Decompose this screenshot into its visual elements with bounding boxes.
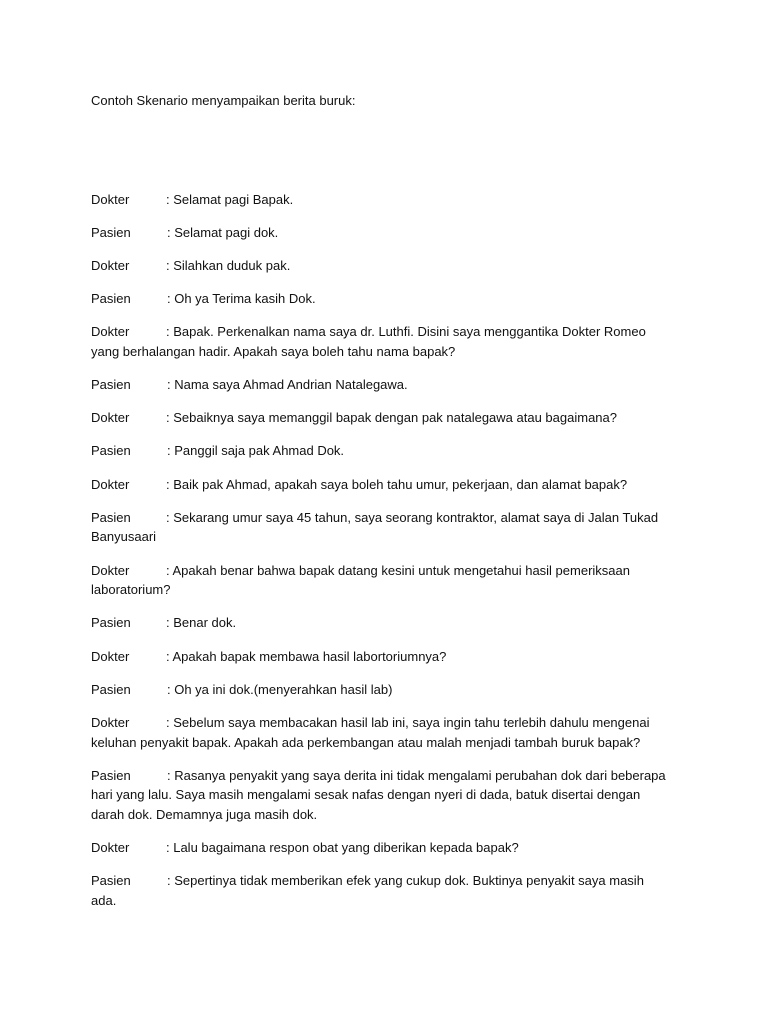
speaker-label: Pasien (91, 681, 131, 697)
speaker-label: Dokter (91, 714, 130, 730)
dialogue-line (91, 508, 671, 548)
line-text: : Lalu bagaimana respon obat yang diberikan kepada bapak? (166, 840, 519, 856)
speaker-label: Pasien (91, 767, 131, 783)
speaker-label: Dokter (91, 324, 130, 340)
line-text: : Rasanya penyakit yang saya derita ini tidak mengalami perubahan dok dari beberapa hari yang lalu. Saya masih mengalami sesak nafas dengan nyeri di dada, batuk disertai dengan darah dok. Demamnya juga masih dok. (91, 767, 666, 823)
speaker-label: Dokter (91, 476, 130, 492)
line-text: : Bapak. Perkenalkan nama saya dr. Luthfi. Disini saya menggantika Dokter Romeo yang berhalangan hadir. Apakah saya boleh tahu nama bapak? (91, 324, 646, 360)
dialogue-line (91, 408, 671, 428)
line-text: : Panggil saja pak Ahmad Dok. (167, 443, 345, 459)
speaker-label: Dokter (91, 562, 130, 578)
dialogue-line (91, 441, 671, 461)
line-text: : Baik pak Ahmad, apakah saya boleh tahu umur, pekerjaan, dan alamat bapak? (166, 476, 628, 492)
dialogue-line (91, 713, 671, 753)
line-text: : Apakah benar bahwa bapak datang kesini untuk mengetahui hasil pemeriksaan laboratorium? (91, 562, 630, 598)
dialogue-line (91, 647, 671, 667)
dialogue-line (91, 375, 671, 395)
dialogue-line (91, 190, 671, 210)
dialogue-line (91, 223, 671, 243)
dialogue-line (91, 680, 671, 700)
line-text: : Apakah bapak membawa hasil labortoriumnya? (166, 648, 447, 664)
dialogue-line (91, 871, 671, 911)
line-text: : Selamat pagi Bapak. (166, 192, 294, 207)
speaker-label: Pasien (91, 509, 131, 525)
line-text: : Sebelum saya membacakan hasil lab ini, saya ingin tahu terlebih dahulu mengenai keluhan penyakit bapak. Apakah ada perkembangan atau malah menjadi tambah buruk bapak? (91, 714, 650, 750)
speaker-label: Pasien (91, 377, 131, 393)
line-text: : Selamat pagi dok. (167, 225, 279, 241)
speaker-label: Pasien (91, 443, 131, 459)
speaker-label: Dokter (91, 258, 130, 274)
speaker-label: Pasien (91, 291, 131, 307)
dialogue-line (91, 475, 671, 495)
speaker-label: Dokter (91, 192, 130, 207)
dialogue-line (91, 256, 671, 276)
speaker-label: Dokter (91, 840, 130, 856)
dialogue-line (91, 613, 671, 633)
speaker-label: Pasien (91, 225, 131, 241)
speaker-label: Pasien (91, 873, 131, 889)
line-text: : Oh ya ini dok.(menyerahkan hasil lab) (167, 681, 393, 697)
speaker-label: Dokter (91, 648, 130, 664)
document-title: Contoh Skenario menyampaikan berita buruk: (91, 93, 356, 108)
speaker-label: Pasien (91, 615, 131, 631)
line-text: : Nama saya Ahmad Andrian Natalegawa. (167, 377, 408, 393)
line-text: : Oh ya Terima kasih Dok. (167, 291, 316, 307)
line-text: : Benar dok. (166, 615, 237, 631)
dialogue-line (91, 561, 671, 601)
line-text: : Silahkan duduk pak. (166, 258, 291, 274)
dialogue-line (91, 289, 671, 309)
dialogue-line (91, 322, 671, 362)
speaker-label: Dokter (91, 410, 130, 426)
dialogue (91, 190, 671, 924)
dialogue-line (91, 766, 671, 825)
line-text: : Sepertinya tidak memberikan efek yang cukup dok. Buktinya penyakit saya masih ada. (91, 873, 644, 909)
dialogue-line (91, 838, 671, 858)
line-text: : Sebaiknya saya memanggil bapak dengan pak natalegawa atau bagaimana? (166, 410, 617, 426)
line-text: : Sekarang umur saya 45 tahun, saya seorang kontraktor, alamat saya di Jalan Tukad Banyusaari (91, 509, 659, 545)
